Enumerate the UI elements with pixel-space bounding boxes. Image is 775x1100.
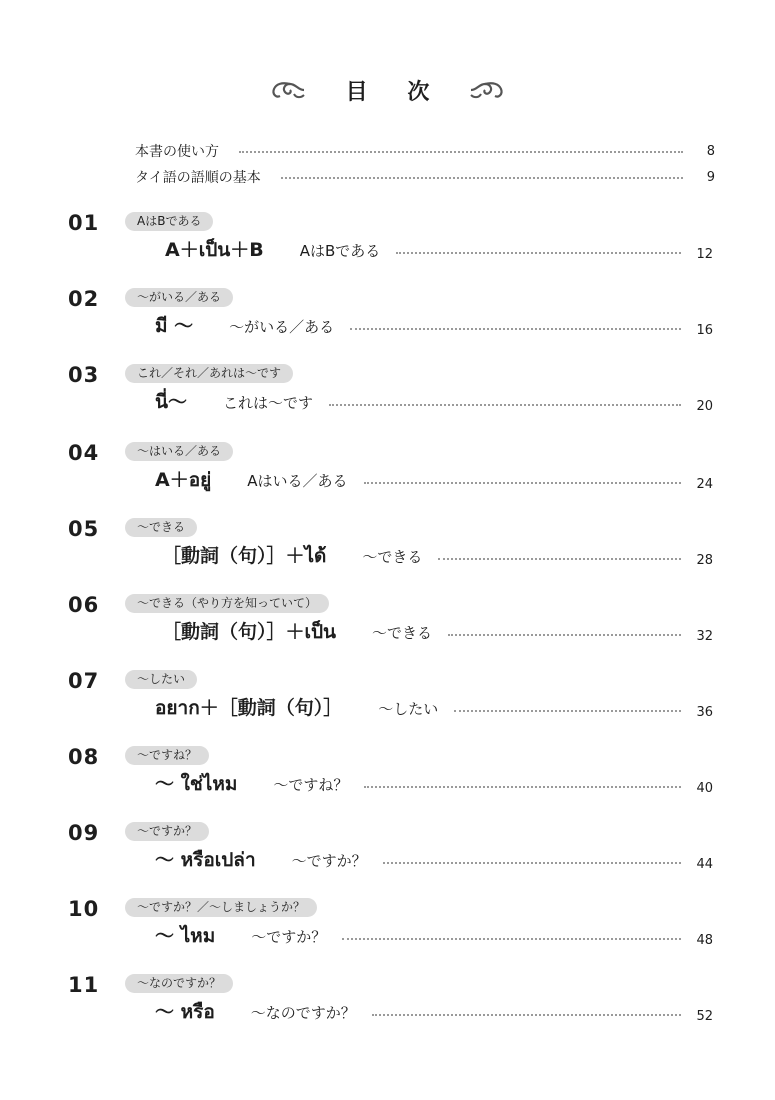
toc-entry[interactable] (0, 592, 775, 662)
page-number: 28 (696, 552, 713, 568)
thai-pattern: อยาก＋［動詞（句）］ (155, 697, 343, 719)
pattern-meaning: これは〜です (223, 393, 314, 412)
chapter-number: 04 (68, 441, 100, 465)
dot-leader (329, 404, 681, 406)
chapter-tag: 〜ですか？／〜しましょうか？ (125, 898, 317, 917)
thai-pattern: 〜 หรือ (155, 1001, 215, 1023)
thai-pattern: 〜 ไหม (155, 925, 216, 947)
chapter-tag: 〜ですね？ (125, 746, 209, 765)
thai-pattern: นี่〜 (155, 391, 187, 413)
toc-entry[interactable] (0, 820, 775, 890)
toc-header (0, 70, 775, 110)
chapter-number: 01 (68, 211, 100, 235)
dot-leader (454, 710, 681, 712)
chapter-tag: 〜したい (125, 670, 197, 689)
thai-pattern: ［動詞（句）］＋ได้ (162, 545, 327, 567)
dot-leader (372, 1014, 681, 1016)
entry-line (165, 234, 713, 266)
dot-leader (364, 482, 681, 484)
thai-pattern: ［動詞（句）］＋เป็น (162, 621, 337, 643)
page-number: 16 (696, 322, 713, 338)
entry-line (155, 996, 713, 1028)
page-title: 目 次 (345, 78, 446, 105)
entry-line (155, 310, 713, 342)
chapter-number: 02 (68, 287, 100, 311)
page-number: 32 (696, 628, 713, 644)
chapter-tag: 〜がいる／ある (125, 288, 233, 307)
toc-entry[interactable] (0, 744, 775, 814)
pattern-meaning: 〜できる (362, 547, 423, 566)
toc-entry[interactable] (0, 668, 775, 738)
chapter-tag: 〜できる（やり方を知っていて） (125, 594, 329, 613)
page-number: 24 (696, 476, 713, 492)
dot-leader (438, 558, 681, 560)
thai-pattern: 〜 หรือเปล่า (155, 849, 256, 871)
chapter-tag: 〜ですか？ (125, 822, 209, 841)
entry-line (155, 386, 713, 418)
toc-entry[interactable] (0, 896, 775, 966)
page-number: 12 (696, 246, 713, 262)
thai-pattern: มี 〜 (155, 315, 194, 337)
chapter-number: 09 (68, 821, 100, 845)
page-number: 40 (696, 780, 713, 796)
page-number: 8 (706, 143, 715, 159)
thai-pattern: A＋เป็น＋B (165, 239, 264, 261)
page-number: 36 (696, 704, 713, 720)
dot-leader (448, 634, 681, 636)
intro-label: タイ語の語順の基本 (135, 170, 261, 186)
toc-entry[interactable] (0, 210, 775, 280)
dot-leader (281, 177, 683, 179)
page-number: 44 (696, 856, 713, 872)
chapter-number: 07 (68, 669, 100, 693)
entry-line (162, 540, 713, 572)
chapter-number: 03 (68, 363, 100, 387)
intro-row[interactable] (135, 140, 715, 162)
dot-leader (396, 252, 681, 254)
pattern-meaning: 〜できる (372, 623, 433, 642)
page-number: 48 (696, 932, 713, 948)
page-number: 20 (696, 398, 713, 414)
dot-leader (239, 151, 683, 153)
thai-pattern: A＋อยู่ (155, 469, 212, 491)
chapter-tag: 〜なのですか？ (125, 974, 233, 993)
toc-entry[interactable] (0, 362, 775, 432)
entry-line (155, 692, 713, 724)
pattern-meaning: Aはいる／ある (247, 471, 348, 490)
chapter-tag: 〜できる (125, 518, 197, 537)
chapter-number: 10 (68, 897, 100, 921)
entry-line (162, 616, 713, 648)
entry-line (155, 768, 713, 800)
dot-leader (383, 862, 681, 864)
toc-entry[interactable] (0, 440, 775, 510)
entry-line (155, 464, 713, 496)
dot-leader (350, 328, 681, 330)
pattern-meaning: 〜なのですか？ (250, 1003, 356, 1022)
thai-pattern: 〜 ใช่ไหม (155, 773, 238, 795)
pattern-meaning: 〜がいる／ある (229, 317, 335, 336)
pattern-meaning: AはBである (299, 241, 381, 260)
right-swirl-ornament-icon (467, 78, 507, 102)
chapter-tag: 〜はいる／ある (125, 442, 233, 461)
intro-row[interactable] (135, 166, 715, 188)
toc-entry[interactable] (0, 516, 775, 586)
chapter-tag: これ／それ／あれは〜です (125, 364, 293, 383)
dot-leader (364, 786, 681, 788)
chapter-number: 05 (68, 517, 100, 541)
pattern-meaning: 〜したい (378, 699, 439, 718)
page-number: 9 (706, 169, 715, 185)
pattern-meaning: 〜ですか？ (291, 851, 367, 870)
chapter-tag: AはBである (125, 212, 213, 231)
page-number: 52 (696, 1008, 713, 1024)
entry-line (155, 920, 713, 952)
chapter-number: 11 (68, 973, 100, 997)
pattern-meaning: 〜ですか？ (251, 927, 327, 946)
entry-line (155, 844, 713, 876)
chapter-number: 06 (68, 593, 100, 617)
pattern-meaning: 〜ですね？ (273, 775, 349, 794)
toc-entry[interactable] (0, 286, 775, 356)
toc-entry[interactable] (0, 972, 775, 1042)
dot-leader (342, 938, 681, 940)
chapter-number: 08 (68, 745, 100, 769)
intro-label: 本書の使い方 (135, 144, 219, 160)
left-swirl-ornament-icon (268, 78, 308, 102)
